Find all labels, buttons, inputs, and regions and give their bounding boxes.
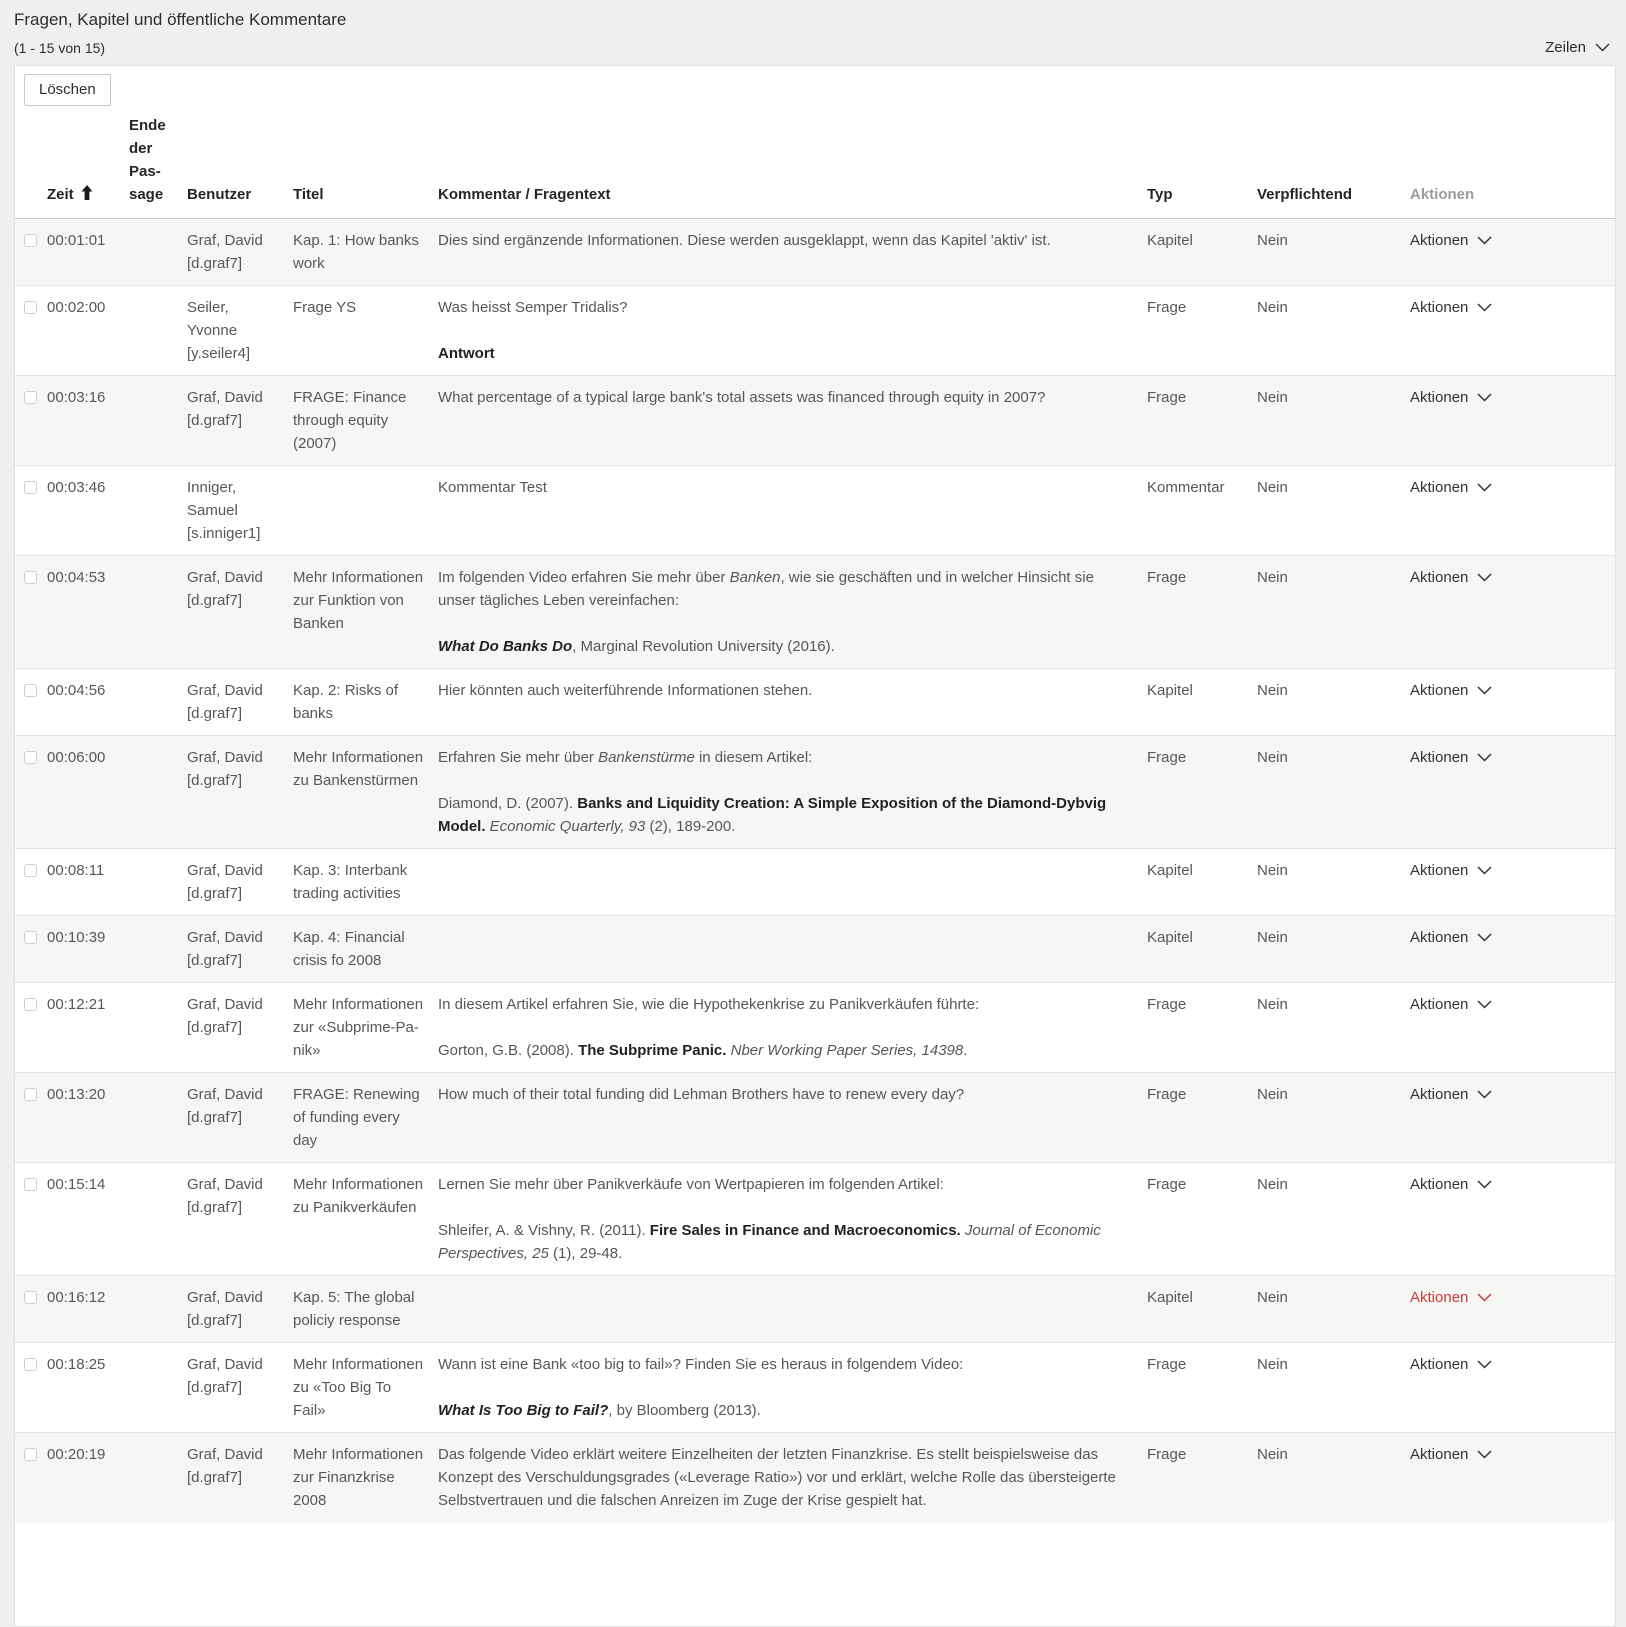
- chevron-down-icon: [1477, 229, 1492, 252]
- row-mandatory: Nein: [1257, 376, 1410, 466]
- comment-text-segment: What Is Too Big to Fail?: [438, 1402, 609, 1419]
- row-type: Kapitel: [1147, 849, 1257, 916]
- row-passage-end: [129, 669, 187, 736]
- row-checkbox[interactable]: [24, 1291, 37, 1304]
- row-type: Kommentar: [1147, 466, 1257, 556]
- table-row: [15, 1276, 1615, 1343]
- row-comment: [438, 916, 1147, 983]
- table-row: [15, 556, 1615, 669]
- row-title: Mehr Informationen zur Funktion von Banken: [293, 556, 438, 669]
- chevron-down-icon: [1477, 1173, 1492, 1196]
- chevron-down-icon: [1477, 679, 1492, 702]
- row-time: 00:13:20: [47, 1073, 129, 1163]
- comment-text-segment: Antwort: [438, 345, 495, 362]
- row-user: Graf, David [d.graf7]: [187, 556, 293, 669]
- row-title: Mehr Informationen zu Panikverkäufen: [293, 1163, 438, 1276]
- comment-paragraph: [438, 476, 1135, 499]
- chevron-down-icon: [1595, 39, 1610, 56]
- row-passage-end: [129, 736, 187, 849]
- comment-paragraph: [438, 296, 1135, 319]
- row-checkbox[interactable]: [24, 864, 37, 877]
- row-comment: [438, 556, 1147, 669]
- row-actions-label: Aktionen: [1410, 1289, 1469, 1306]
- comment-text-segment: Gorton, G.B. (2008).: [438, 1042, 579, 1059]
- row-type: Kapitel: [1147, 1276, 1257, 1343]
- row-user: Seiler, Yvonne [y.seiler4]: [187, 286, 293, 376]
- header-kommentar: Kommentar / Fragentext: [438, 108, 1147, 219]
- row-title: Kap. 1: How banks work: [293, 232, 419, 272]
- row-time: 00:01:01: [47, 232, 106, 249]
- row-type: Frage: [1147, 376, 1257, 466]
- table-row: [15, 736, 1615, 849]
- table-row: [15, 219, 1615, 286]
- header-titel: Titel: [293, 108, 438, 219]
- row-type: Frage: [1147, 736, 1257, 849]
- comment-text-segment: Banken: [729, 569, 781, 586]
- toolbar: [15, 66, 1615, 108]
- comment-text-segment: .: [963, 1042, 968, 1059]
- row-actions-dropdown[interactable]: [1410, 476, 1492, 499]
- row-title: Kap. 3: Interbank trading activities: [293, 849, 438, 916]
- row-comment: [438, 1343, 1147, 1433]
- comment-text-segment: Dies sind ergänzende Informationen. Diese werden ausgeklappt, wenn das Kapitel 'aktiv' ist.: [438, 232, 1051, 249]
- row-user: Graf, David [d.graf7]: [187, 736, 293, 849]
- comment-text-segment: Kommentar Test: [438, 479, 547, 496]
- row-type: Kapitel: [1147, 916, 1257, 983]
- row-user: Graf, David [d.graf7]: [187, 1433, 293, 1523]
- row-title: Kap. 4: Financial crisis fo 2008: [293, 916, 438, 983]
- comment-text-segment: Nber Working Paper Series, 14398: [730, 1042, 964, 1059]
- row-comment: [438, 219, 1147, 286]
- comment-text-segment: Erfahren Sie mehr über: [438, 749, 599, 766]
- row-user: Graf, David [d.graf7]: [187, 376, 293, 466]
- row-comment: [438, 1276, 1147, 1343]
- row-actions-label: Aktionen: [1410, 299, 1469, 316]
- comment-text-segment: Fire Sales in Finance and Macroeconomics.: [649, 1222, 961, 1239]
- comment-text-segment: in diesem Artikel:: [694, 749, 813, 766]
- row-actions-label: Aktionen: [1410, 1176, 1469, 1193]
- row-passage-end: [129, 916, 187, 983]
- comment-paragraph: [438, 229, 1135, 252]
- row-checkbox[interactable]: [24, 1358, 37, 1371]
- chevron-down-icon: [1477, 296, 1492, 319]
- row-title: Mehr Informationen zu «Too Big To Fail»: [293, 1343, 438, 1433]
- row-user: Graf, David [d.graf7]: [187, 232, 263, 272]
- row-checkbox[interactable]: [24, 1178, 37, 1191]
- row-passage-end: [129, 376, 187, 466]
- row-comment: [438, 466, 1147, 556]
- row-type: Kapitel: [1147, 232, 1193, 249]
- comment-text-segment: How much of their total funding did Lehman Brothers have to renew every day?: [438, 1086, 965, 1103]
- comment-paragraph: [438, 792, 1135, 838]
- table-row: [15, 466, 1615, 556]
- row-mandatory: Nein: [1257, 556, 1410, 669]
- row-title: Mehr Informationen zur «Subprime-Panik»: [293, 983, 438, 1073]
- row-actions-label: Aktionen: [1410, 232, 1469, 249]
- row-actions-dropdown[interactable]: [1410, 859, 1492, 882]
- row-actions-dropdown[interactable]: [1410, 1353, 1492, 1376]
- row-time: 00:08:11: [47, 849, 129, 916]
- row-user: Graf, David [d.graf7]: [187, 1276, 293, 1343]
- row-checkbox[interactable]: [24, 571, 37, 584]
- comment-text-segment: Journal of Economic Perspectives, 25: [438, 1222, 1101, 1262]
- header-typ: Typ: [1147, 108, 1257, 219]
- comment-paragraph: [438, 679, 1135, 702]
- row-actions-label: Aktionen: [1410, 479, 1469, 496]
- comment-text-segment: Wann ist eine Bank «too big to fail»? Finden Sie es heraus in folgendem Video:: [438, 1356, 964, 1373]
- comment-paragraph: [438, 566, 1135, 612]
- row-actions-dropdown[interactable]: [1410, 1443, 1492, 1466]
- comment-paragraph: [438, 386, 1135, 409]
- header-verpflichtend: Verpflichtend: [1257, 108, 1410, 219]
- rows-dropdown[interactable]: [1545, 39, 1610, 56]
- row-comment: [438, 669, 1147, 736]
- row-mandatory: Nein: [1257, 849, 1410, 916]
- row-user: Graf, David [d.graf7]: [187, 983, 293, 1073]
- row-mandatory: Nein: [1257, 286, 1410, 376]
- chevron-down-icon: [1477, 1353, 1492, 1376]
- row-checkbox[interactable]: [24, 301, 37, 314]
- row-user: Graf, David [d.graf7]: [187, 1343, 293, 1433]
- row-actions-dropdown[interactable]: [1410, 1173, 1492, 1196]
- row-time: 00:04:56: [47, 669, 129, 736]
- comment-text-segment: Was heisst Semper Tridalis?: [438, 299, 628, 316]
- row-passage-end: [129, 466, 187, 556]
- row-actions-dropdown[interactable]: [1410, 993, 1492, 1016]
- row-actions-label: Aktionen: [1410, 1086, 1469, 1103]
- table-row: [15, 286, 1615, 376]
- row-time: 00:10:39: [47, 916, 129, 983]
- chevron-down-icon: [1477, 566, 1492, 589]
- row-time: 00:03:16: [47, 376, 129, 466]
- table-row: [15, 1163, 1615, 1276]
- row-mandatory: Nein: [1257, 916, 1410, 983]
- comment-text-segment: The Subprime Panic.: [578, 1042, 727, 1059]
- header-benutzer: Benutzer: [187, 108, 293, 219]
- comment-text-segment: (1), 29-48.: [548, 1245, 623, 1262]
- comment-paragraph: [438, 1039, 1135, 1062]
- row-actions-dropdown[interactable]: [1410, 1083, 1492, 1106]
- row-actions-dropdown[interactable]: [1410, 566, 1492, 589]
- table-body: [15, 219, 1615, 1523]
- chevron-down-icon: [1477, 746, 1492, 769]
- comment-paragraph: [438, 746, 1135, 769]
- comment-paragraph: [438, 993, 1135, 1016]
- row-title: Kap. 5: The global policiy response: [293, 1276, 438, 1343]
- chevron-down-icon: [1477, 1286, 1492, 1309]
- chevron-down-icon: [1477, 476, 1492, 499]
- row-title: Mehr Informationen zu Bankenstürmen: [293, 736, 438, 849]
- row-comment: [438, 849, 1147, 916]
- table-row: [15, 1433, 1615, 1523]
- row-checkbox[interactable]: [24, 234, 37, 247]
- row-passage-end: [129, 1276, 187, 1343]
- header-ende-der-passage: Ende der Passage: [129, 108, 187, 219]
- row-user: Graf, David [d.graf7]: [187, 1073, 293, 1163]
- comment-paragraph: [438, 635, 1135, 658]
- row-user: Graf, David [d.graf7]: [187, 669, 293, 736]
- row-type: Frage: [1147, 1163, 1257, 1276]
- row-type: Frage: [1147, 286, 1257, 376]
- row-passage-end: [129, 1073, 187, 1163]
- row-checkbox[interactable]: [24, 684, 37, 697]
- row-checkbox[interactable]: [24, 998, 37, 1011]
- row-checkbox[interactable]: [24, 1448, 37, 1461]
- page-title: Fragen, Kapitel und öffentliche Kommentare: [14, 10, 347, 29]
- row-passage-end: [129, 983, 187, 1073]
- row-actions-dropdown[interactable]: [1410, 926, 1492, 949]
- rows-dropdown-label: Zeilen: [1545, 39, 1586, 56]
- row-mandatory: Nein: [1257, 983, 1410, 1073]
- row-comment: [438, 286, 1147, 376]
- comment-paragraph: [438, 1399, 1135, 1422]
- row-type: Frage: [1147, 556, 1257, 669]
- row-time: 00:06:00: [47, 736, 129, 849]
- row-comment: [438, 376, 1147, 466]
- comments-table: [15, 108, 1615, 1522]
- table-row: [15, 849, 1615, 916]
- row-passage-end: [129, 1343, 187, 1433]
- comment-text-segment: Lernen Sie mehr über Panikverkäufe von Wertpapieren im folgenden Artikel:: [438, 1176, 944, 1193]
- comment-paragraph: [438, 342, 1135, 365]
- comment-text-segment: (2), 189-200.: [645, 818, 736, 835]
- comment-text-segment: , wie sie geschäften und in welcher Hinsicht sie unser tägliches Leben vereinfachen:: [438, 569, 1094, 609]
- row-user: Graf, David [d.graf7]: [187, 849, 293, 916]
- row-user: Graf, David [d.graf7]: [187, 916, 293, 983]
- row-checkbox[interactable]: [24, 1088, 37, 1101]
- row-comment: [438, 983, 1147, 1073]
- row-type: Frage: [1147, 983, 1257, 1073]
- chevron-down-icon: [1477, 1443, 1492, 1466]
- row-actions-dropdown[interactable]: [1410, 229, 1492, 252]
- chevron-down-icon: [1477, 1083, 1492, 1106]
- row-mandatory: Nein: [1257, 1163, 1410, 1276]
- comment-text-segment: In diesem Artikel erfahren Sie, wie die Hypothekenkrise zu Panikverkäufen führte:: [438, 996, 980, 1013]
- row-type: Frage: [1147, 1343, 1257, 1433]
- comment-text-segment: Banks and Liquidity Creation: A Simple Exposition of the Diamond-Dybvig Model.: [438, 795, 1107, 835]
- chevron-down-icon: [1477, 859, 1492, 882]
- row-actions-label: Aktionen: [1410, 749, 1469, 766]
- row-time: 00:12:21: [47, 983, 129, 1073]
- row-checkbox[interactable]: [24, 481, 37, 494]
- row-mandatory: Nein: [1257, 669, 1410, 736]
- table-header-row: [15, 108, 1615, 219]
- chevron-down-icon: [1477, 386, 1492, 409]
- comment-text-segment: Hier könnten auch weiterführende Informationen stehen.: [438, 682, 813, 699]
- row-actions-dropdown[interactable]: [1410, 746, 1492, 769]
- row-passage-end: [129, 1433, 187, 1523]
- table-row: [15, 916, 1615, 983]
- row-title: Kap. 2: Risks of banks: [293, 669, 438, 736]
- row-passage-end: [129, 219, 187, 286]
- row-title: Frage YS: [293, 286, 438, 376]
- comment-text-segment: , by Bloomberg (2013).: [608, 1402, 761, 1419]
- row-actions-label: Aktionen: [1410, 682, 1469, 699]
- header-zeit[interactable]: [47, 108, 129, 219]
- row-user: Inniger, Samuel [s.inniger1]: [187, 466, 293, 556]
- comment-paragraph: [438, 1443, 1135, 1512]
- row-checkbox[interactable]: [24, 391, 37, 404]
- chevron-down-icon: [1477, 926, 1492, 949]
- row-title: FRAGE: Finance through equity (2007): [293, 376, 438, 466]
- row-actions-label: Aktionen: [1410, 389, 1469, 406]
- row-actions-label: Aktionen: [1410, 929, 1469, 946]
- row-actions-label: Aktionen: [1410, 862, 1469, 879]
- row-time: 00:15:14: [47, 1163, 129, 1276]
- row-time: 00:16:12: [47, 1276, 129, 1343]
- row-type: Kapitel: [1147, 669, 1257, 736]
- delete-button[interactable]: Löschen: [24, 74, 111, 106]
- row-passage-end: [129, 286, 187, 376]
- comment-paragraph: [438, 1219, 1135, 1265]
- header-checkbox-cell: [15, 108, 47, 219]
- row-actions-dropdown[interactable]: [1410, 679, 1492, 702]
- row-mandatory: Nein: [1257, 466, 1410, 556]
- comment-text-segment: Bankenstürme: [598, 749, 695, 766]
- row-actions-label: Aktionen: [1410, 1446, 1469, 1463]
- comment-text-segment: Diamond, D. (2007).: [438, 795, 578, 812]
- comment-text-segment: , Marginal Revolution University (2016).: [572, 638, 835, 655]
- chevron-down-icon: [1477, 993, 1492, 1016]
- comment-text-segment: Economic Quarterly, 93: [489, 818, 646, 835]
- comment-paragraph: [438, 1173, 1135, 1196]
- comments-table-card: [14, 65, 1616, 1627]
- page-header: [0, 0, 1626, 56]
- comment-text-segment: What Do Banks Do: [438, 638, 573, 655]
- row-actions-dropdown[interactable]: [1410, 1286, 1492, 1309]
- row-checkbox[interactable]: [24, 931, 37, 944]
- row-comment: [438, 1073, 1147, 1163]
- table-row: [15, 1073, 1615, 1163]
- row-time: 00:04:53: [47, 556, 129, 669]
- sort-ascending-icon: [81, 184, 93, 207]
- row-actions-label: Aktionen: [1410, 996, 1469, 1013]
- row-passage-end: [129, 1163, 187, 1276]
- comment-paragraph: [438, 1353, 1135, 1376]
- row-type: Frage: [1147, 1073, 1257, 1163]
- row-passage-end: [129, 849, 187, 916]
- row-mandatory: Nein: [1257, 232, 1288, 249]
- comment-paragraph: [438, 1083, 1135, 1106]
- row-mandatory: Nein: [1257, 1433, 1410, 1523]
- row-time: 00:20:19: [47, 1433, 129, 1523]
- row-comment: [438, 1163, 1147, 1276]
- table-row: [15, 983, 1615, 1073]
- comment-text-segment: Shleifer, A. & Vishny, R. (2011).: [438, 1222, 650, 1239]
- row-time: 00:18:25: [47, 1343, 129, 1433]
- row-count: (1 - 15 von 15): [14, 39, 106, 56]
- table-row: [15, 669, 1615, 736]
- row-actions-label: Aktionen: [1410, 569, 1469, 586]
- comment-text-segment: Im folgenden Video erfahren Sie mehr über: [438, 569, 730, 586]
- row-title: Mehr Informationen zur Finanzkrise 2008: [293, 1433, 438, 1523]
- sort-by-time-control: Zeit: [47, 183, 93, 206]
- row-mandatory: Nein: [1257, 1073, 1410, 1163]
- comment-text-segment: Das folgende Video erklärt weitere Einzelheiten der letzten Finanzkrise. Es stellt beispielsweise das Konzept des Verschuldungsgrades («Leverage Ratio») vor und erklärt, welche Rolle das übersteigerte Selbstvertrauen und die falschen Anreizen im Zuge der Krise gespielt hat.: [438, 1446, 1116, 1509]
- row-time: 00:03:46: [47, 466, 129, 556]
- row-checkbox[interactable]: [24, 751, 37, 764]
- row-comment: [438, 1433, 1147, 1523]
- comment-text-segment: What percentage of a typical large bank's total assets was financed through equity in 2007?: [438, 389, 1046, 406]
- row-title: FRAGE: Renewing of funding every day: [293, 1073, 438, 1163]
- row-type: Frage: [1147, 1433, 1257, 1523]
- row-user: Graf, David [d.graf7]: [187, 1163, 293, 1276]
- table-row: [15, 1343, 1615, 1433]
- row-time: 00:02:00: [47, 286, 129, 376]
- row-actions-label: Aktionen: [1410, 1356, 1469, 1373]
- row-mandatory: Nein: [1257, 1276, 1410, 1343]
- header-aktionen: Aktionen: [1410, 108, 1615, 219]
- row-mandatory: Nein: [1257, 1343, 1410, 1433]
- row-mandatory: Nein: [1257, 736, 1410, 849]
- row-title: [293, 466, 438, 556]
- row-actions-dropdown[interactable]: [1410, 296, 1492, 319]
- table-row: [15, 376, 1615, 466]
- row-passage-end: [129, 556, 187, 669]
- row-actions-dropdown[interactable]: [1410, 386, 1492, 409]
- row-comment: [438, 736, 1147, 849]
